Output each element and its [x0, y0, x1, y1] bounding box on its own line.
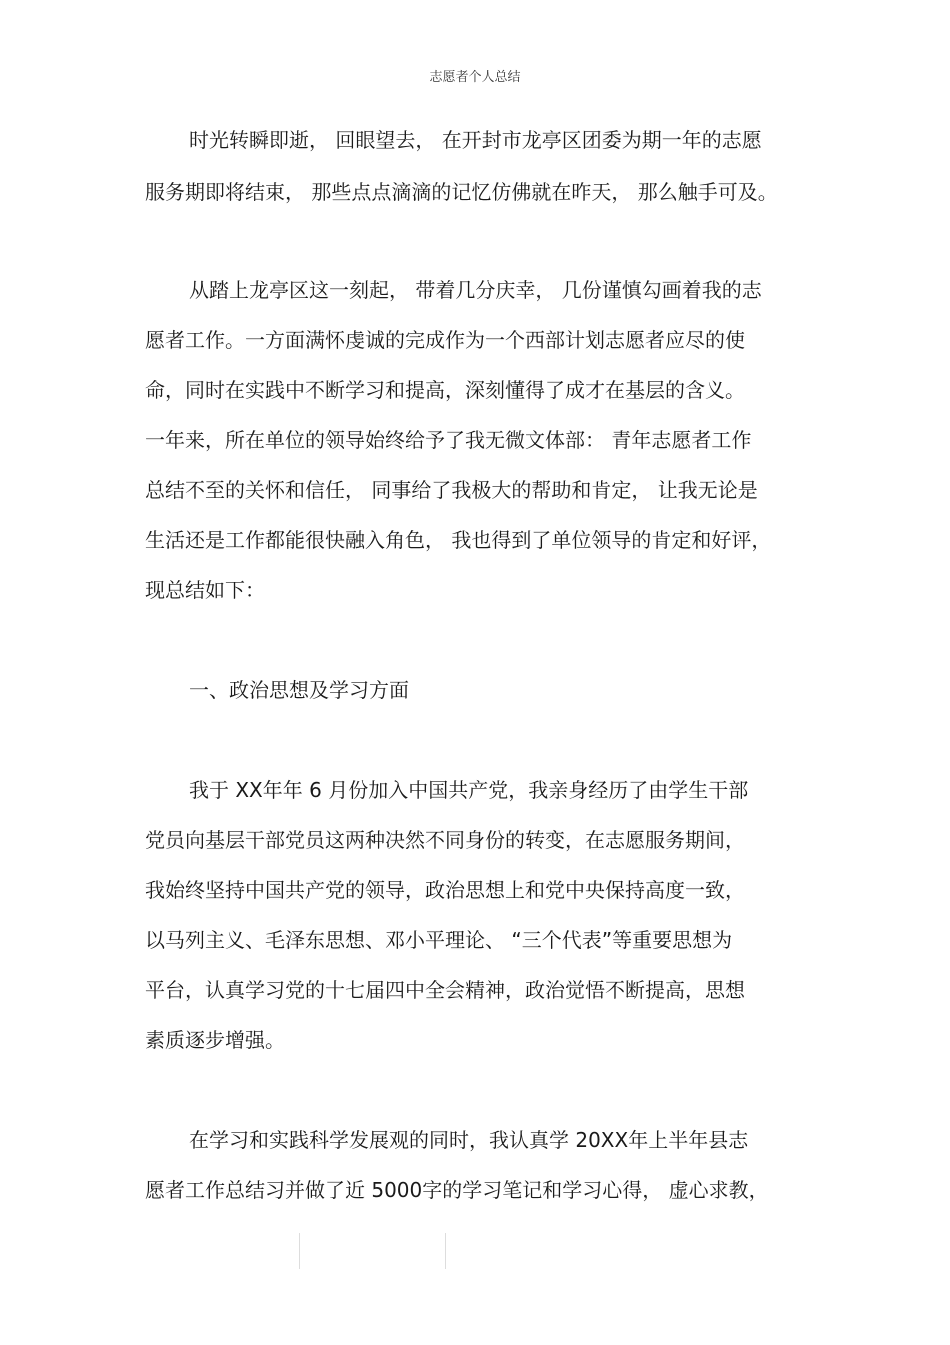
- paragraph-2-line-7: 现总结如下：: [145, 578, 265, 602]
- paragraph-2-line-2: 愿者工作。一方面满怀虔诚的完成作为一个西部计划志愿者应尽的使: [145, 328, 745, 352]
- paragraph-1-line-2: 服务期即将结束， 那些点点滴滴的记忆仿佛就在昨天， 那么触手可及。: [145, 180, 778, 204]
- paragraph-2-line-6: 生活还是工作都能很快融入角色， 我也得到了单位领导的肯定和好评，: [145, 528, 772, 552]
- paragraph-3-line-2: 党员向基层干部党员这两种决然不同身份的转变，在志愿服务期间，: [145, 828, 745, 852]
- paragraph-3-line-1: 我于 XX年年 6 月份加入中国共产党，我亲身经历了由学生干部: [189, 778, 749, 802]
- paragraph-2-line-3: 命，同时在实践中不断学习和提高，深刻懂得了成才在基层的含义。: [145, 378, 745, 402]
- page-divider-mark-left: [299, 1233, 300, 1269]
- page-header: 志愿者个人总结: [429, 70, 521, 85]
- paragraph-3-line-6: 素质逐步增强。: [145, 1028, 285, 1052]
- paragraph-2-line-5: 总结不至的关怀和信任， 同事给了我极大的帮助和肯定， 让我无论是: [145, 478, 758, 502]
- paragraph-3-line-5: 平台，认真学习党的十七届四中全会精神，政治觉悟不断提高，思想: [145, 978, 745, 1002]
- paragraph-2-line-1: 从踏上龙亭区这一刻起， 带着几分庆幸， 几份谨慎勾画着我的志: [189, 278, 762, 302]
- page-divider-mark-right: [445, 1233, 446, 1269]
- paragraph-4-line-2: 愿者工作总结习并做了近 5000字的学习笔记和学习心得， 虚心求教，: [145, 1178, 769, 1202]
- section-heading-1: 一、政治思想及学习方面: [189, 678, 409, 702]
- paragraph-2-line-4: 一年来，所在单位的领导始终给予了我无微文体部： 青年志愿者工作: [145, 428, 752, 452]
- paragraph-3-line-3: 我始终坚持中国共产党的领导，政治思想上和党中央保持高度一致，: [145, 878, 745, 902]
- paragraph-1-line-1: 时光转瞬即逝， 回眼望去， 在开封市龙亭区团委为期一年的志愿: [189, 128, 762, 152]
- paragraph-4-line-1: 在学习和实践科学发展观的同时，我认真学 20XX年上半年县志: [189, 1128, 749, 1152]
- paragraph-3-line-4: 以马列主义、毛泽东思想、邓小平理论、 “三个代表”等重要思想为: [145, 928, 733, 952]
